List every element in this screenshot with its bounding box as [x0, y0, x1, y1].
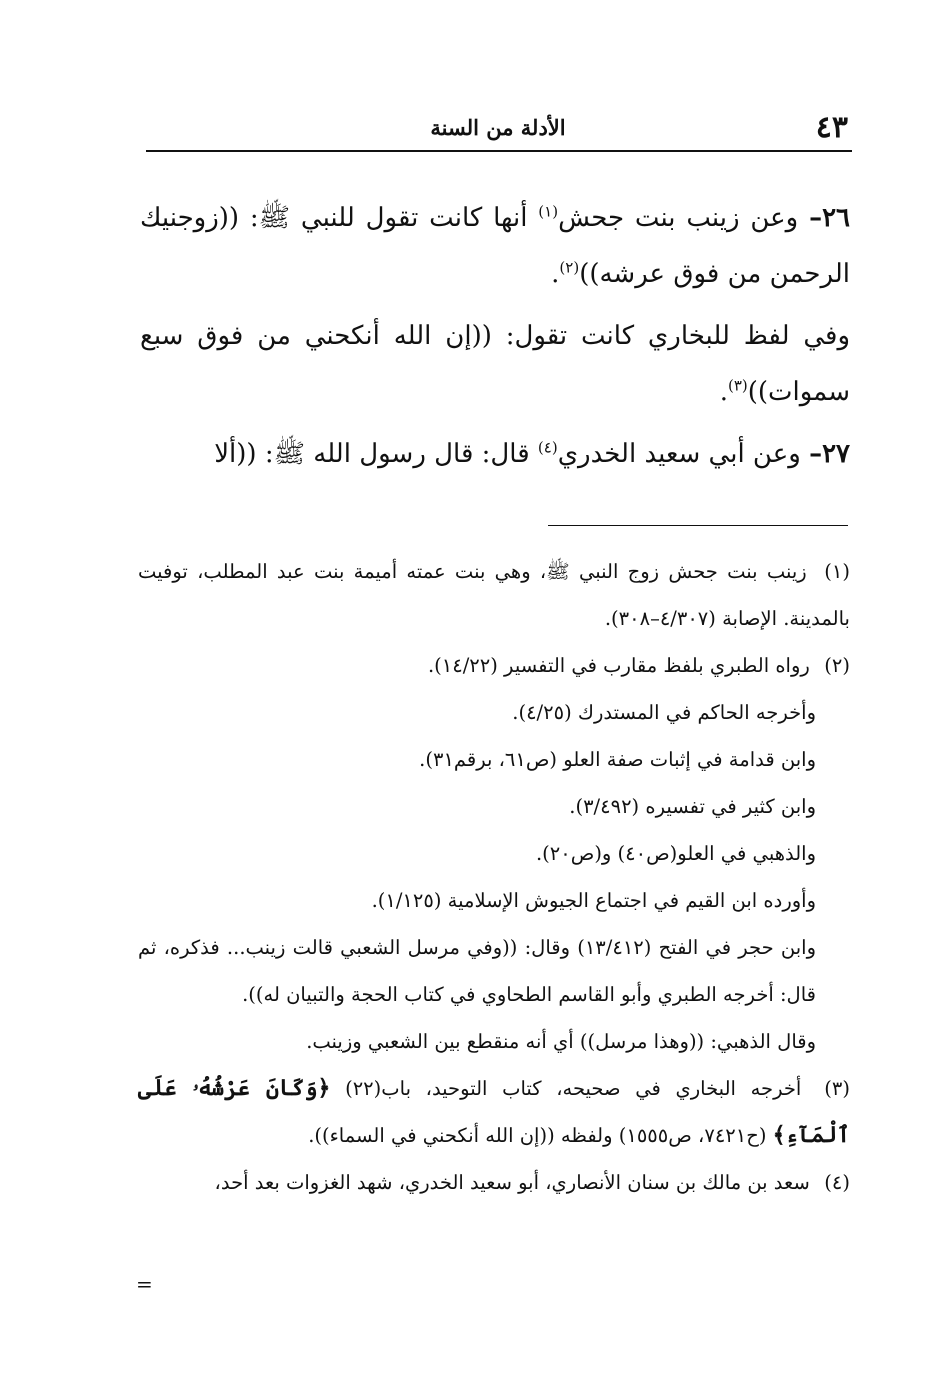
footnote-3-text-b: (ح٧٤٢١، ص١٥٥٥) ولفظه ((إن الله أنكحني في السماء)). [308, 1124, 773, 1147]
footnote-2 [138, 642, 850, 689]
hadith-number-27: ٢٧– [809, 439, 850, 469]
footnote-2-line-8: وقال الذهبي: ((وهذا مرسل)) أي أنه منقطع بين الشعبي وزينب. [306, 1030, 816, 1053]
footnote-2-line-6: وأورده ابن القيم في اجتماع الجيوش الإسلامية (١/١٢٥). [371, 889, 816, 912]
bukhari-version-paragraph [140, 308, 850, 420]
running-title: الأدلة من السنة [430, 115, 566, 140]
footnote-3-label: (٣) [824, 1077, 850, 1100]
footnote-2-line-1: رواه الطبري بلفظ مقارب في التفسير (١٤/٢٢). [427, 654, 810, 677]
header-rule [146, 150, 852, 152]
hadith-27-paragraph [140, 426, 850, 482]
footnote-3-quran-verse: ﴿وَكَانَ عَرْشُهُۥ عَلَى ٱلْمَآءِ﴾ [138, 1075, 850, 1148]
footnote-2-line-7: وابن حجر في الفتح (١٣/٤١٢) وقال: ((وفي مرسل الشعبي قالت زينب... فذكره، ثم قال: أخرجه الطبري وأبو القاسم الطحاوي في كتاب الحجة والتبيان له)). [138, 936, 816, 1006]
hadith-26-text-b: أنها كانت تقول للنبي ﷺ: ((زوجنيك الرحمن من فوق عرشه)) [140, 203, 850, 289]
footnote-3 [138, 1065, 850, 1159]
continuation-mark: = [136, 1272, 153, 1296]
footnote-ref-2: (٢) [559, 258, 580, 277]
footnotes-section [138, 548, 850, 1206]
footnote-2-line-3: وابن قدامة في إثبات صفة العلو (ص٦١، برقم٣١). [419, 748, 816, 771]
footnote-4 [138, 1159, 850, 1206]
bukhari-version-text: وفي لفظ للبخاري كانت تقول: ((إن الله أنكحني من فوق سبع سموات)) [140, 321, 850, 407]
hadith-27-text-a: وعن أبي سعيد الخدري [557, 439, 810, 469]
footnote-separator [548, 525, 848, 526]
hadith-26-end: . [551, 259, 560, 289]
footnote-4-text: سعد بن مالك بن سنان الأنصاري، أبو سعيد الخدري، شهد الغزوات بعد أحد، [214, 1171, 810, 1194]
page-header [148, 108, 848, 148]
footnote-1-label: (١) [824, 560, 850, 583]
footnote-1 [138, 548, 850, 642]
hadith-26-text-a: وعن زينب بنت جحش [558, 203, 810, 233]
footnote-4-label: (٤) [824, 1171, 850, 1194]
footnote-2-line-5: والذهبي في العلو(ص٤٠) و(ص٢٠). [535, 842, 816, 865]
footnote-ref-3: (٣) [727, 376, 748, 395]
footnote-ref-1: (١) [538, 202, 559, 221]
footnote-2-line-4: وابن كثير في تفسيره (٣/٤٩٢). [569, 795, 816, 818]
footnote-ref-4: (٤) [537, 438, 558, 457]
main-text [140, 190, 850, 482]
hadith-27-text-b: قال: قال رسول الله ﷺ: ((ألا [214, 439, 538, 469]
hadith-26-paragraph [140, 190, 850, 302]
footnote-1-text: زينب بنت جحش زوج النبي ﷺ، وهي بنت عمته أميمة بنت عبد المطلب، توفيت بالمدينة. الإصابة (٤/٣٠٧–٣٠٨). [138, 560, 850, 630]
footnote-2-label: (٢) [824, 654, 850, 677]
page-number: ٤٣ [815, 110, 848, 145]
footnote-2-line-2: وأخرجه الحاكم في المستدرك (٤/٢٥). [512, 701, 816, 724]
footnote-3-text-a: أخرجه البخاري في صحيحه، كتاب التوحيد، باب(٢٢) [330, 1077, 802, 1100]
hadith-number-26: ٢٦– [809, 203, 850, 233]
bukhari-version-end: . [719, 377, 728, 407]
